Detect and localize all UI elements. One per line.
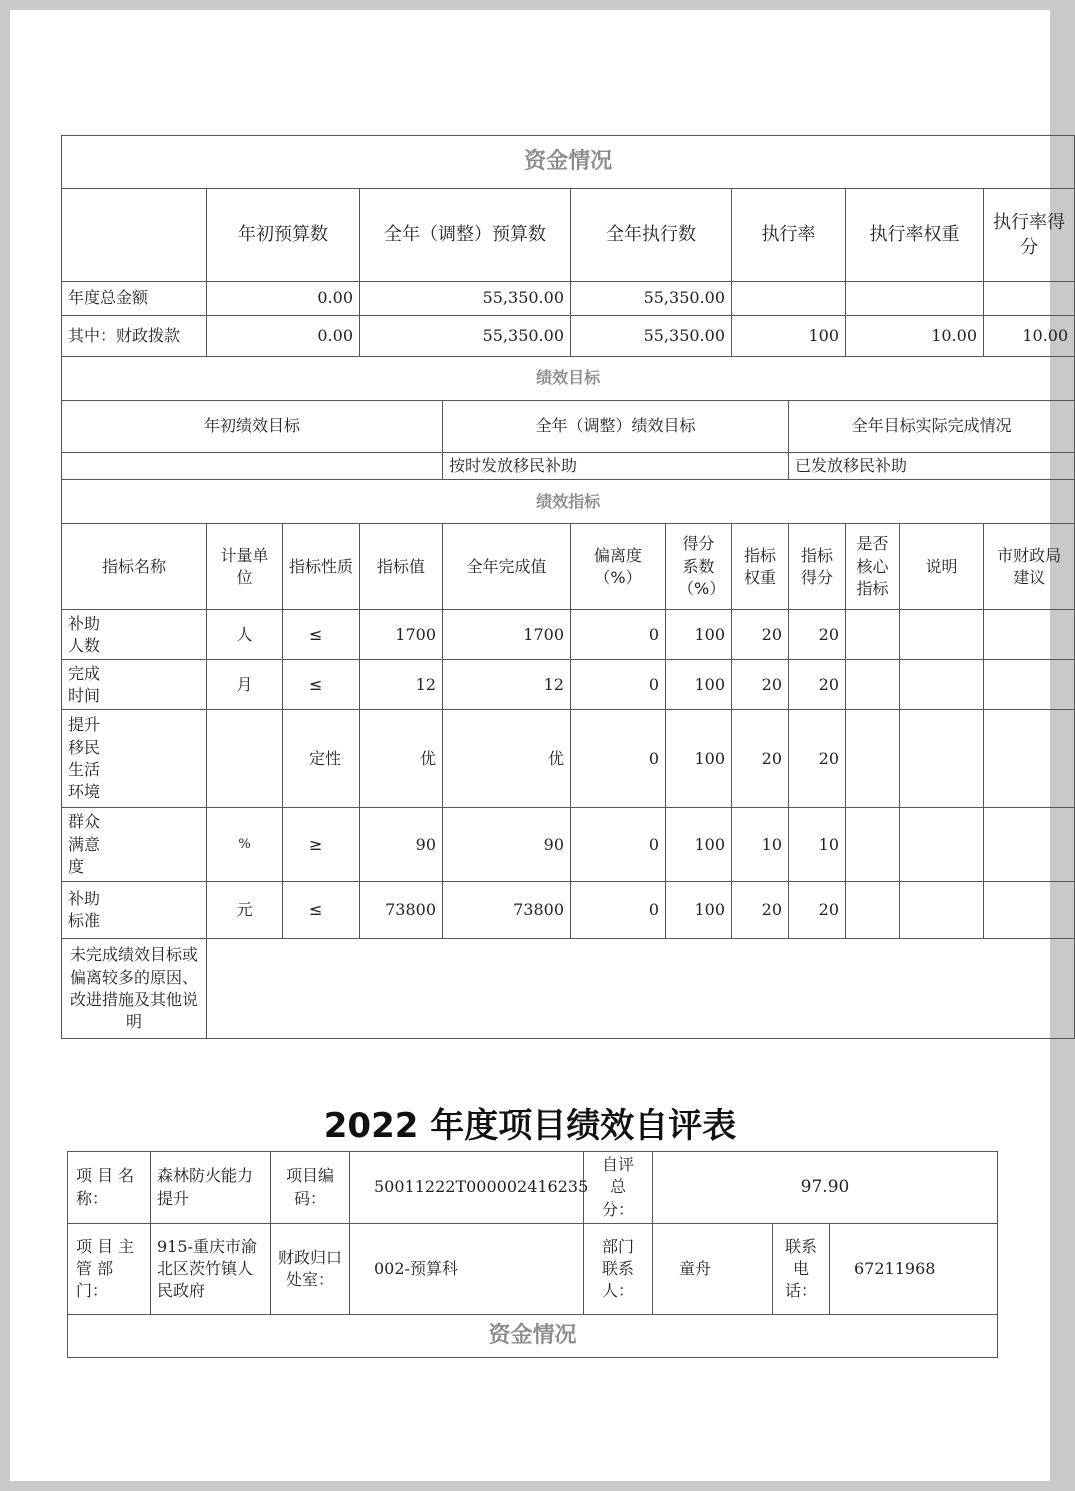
funds-header-row [62,189,1075,282]
indicator-weight: 10 [732,808,789,882]
weight-value [846,282,984,316]
indicator-advice [984,710,1075,808]
actual-completion-value: 已发放移民补助 [789,453,1075,480]
indicator-coefficient: 100 [666,882,732,939]
indicator-unit: 人 [207,610,283,660]
indicator-row [62,808,1075,882]
indicator-coefficient: 100 [666,808,732,882]
indicator-unit [207,710,283,808]
indicator-coefficient: 100 [666,660,732,710]
col-description: 说明 [900,524,984,610]
goal-value-row [62,453,1075,480]
project-name: 森林防火能力提升 [151,1152,271,1224]
indicator-name: 群众满意度 [62,808,207,882]
adjusted-value: 55,350.00 [360,282,571,316]
indicator-row [62,882,1075,939]
indicator-core [846,610,900,660]
col-score: 指标得分 [789,524,846,610]
indicator-value: 73800 [360,882,443,939]
project-name-label: 项 目 名 称： [68,1152,151,1224]
indicator-weight: 20 [732,660,789,710]
col-initial-goal: 年初绩效目标 [62,401,443,453]
document-page [10,10,1069,1481]
indicator-nature: ≤ [283,610,360,660]
indicator-advice [984,610,1075,660]
self-score-label: 自评总分： [584,1152,653,1224]
indicator-description [900,660,984,710]
initial-value: 0.00 [207,282,360,316]
indicator-core [846,808,900,882]
indicator-nature: 定性 [283,710,360,808]
indicator-value: 优 [360,710,443,808]
indicator-name: 补助人数 [62,610,207,660]
phone-label: 联系电话： [773,1224,830,1315]
col-unit: 计量单位 [207,524,283,610]
indicator-score: 20 [789,882,846,939]
col-target-value: 指标值 [360,524,443,610]
goal-header-row [62,401,1075,453]
indicator-unit: 月 [207,660,283,710]
col-deviation: 偏离度（%） [571,524,666,610]
adjusted-goal-value: 按时发放移民补助 [443,453,789,480]
indicator-name: 补助标准 [62,882,207,939]
project-info-table [67,1151,998,1358]
col-rate-weight: 执行率权重 [846,189,984,282]
col-coefficient: 得分系数（%） [666,524,732,610]
score-value [984,282,1075,316]
funds-row-fiscal [62,316,1075,357]
indicator-done: 12 [443,660,571,710]
col-executed: 全年执行数 [571,189,732,282]
col-nature: 指标性质 [283,524,360,610]
note-label: 未完成绩效目标或偏离较多的原因、改进措施及其他说明 [62,939,207,1039]
indicator-row [62,610,1075,660]
indicator-advice [984,882,1075,939]
dept: 915-重庆市渝北区茨竹镇人民政府 [151,1224,271,1315]
contact-label: 部门联系人： [584,1224,653,1315]
indicator-weight: 20 [732,610,789,660]
indicator-deviation: 0 [571,882,666,939]
col-rate-score: 执行率得分 [984,189,1075,282]
indicator-deviation: 0 [571,808,666,882]
col-bureau-advice: 市财政局建议 [984,524,1075,610]
indicator-coefficient: 100 [666,710,732,808]
indicator-weight: 20 [732,882,789,939]
initial-goal-value [62,453,443,480]
indicator-description [900,808,984,882]
indicator-deviation: 0 [571,660,666,710]
score-value: 10.00 [984,316,1075,357]
indicator-section-header: 绩效指标 [62,480,1075,524]
indicator-score: 20 [789,710,846,808]
project-code: 50011222T000002416235 [350,1152,584,1224]
office-label: 财政归口处室： [271,1224,350,1315]
adjusted-value: 55,350.00 [360,316,571,357]
col-is-core: 是否核心指标 [846,524,900,610]
note-row [62,939,1075,1039]
project-code-label: 项目编码： [271,1152,350,1224]
indicator-score: 20 [789,660,846,710]
row-label: 其中：财政拨款 [62,316,207,357]
col-initial-budget: 年初预算数 [207,189,360,282]
indicator-done: 1700 [443,610,571,660]
indicator-value: 12 [360,660,443,710]
col-adjusted-budget: 全年（调整）预算数 [360,189,571,282]
indicator-description [900,882,984,939]
funds-row-total [62,282,1075,316]
indicator-core [846,710,900,808]
weight-value: 10.00 [846,316,984,357]
col-indicator-name: 指标名称 [62,524,207,610]
rate-value: 100 [732,316,846,357]
indicator-core [846,660,900,710]
indicator-core [846,882,900,939]
indicator-done: 73800 [443,882,571,939]
dept-label: 项 目 主 管 部 门： [68,1224,151,1315]
indicator-row [62,660,1075,710]
indicator-advice [984,660,1075,710]
indicator-value: 1700 [360,610,443,660]
col-completed-value: 全年完成值 [443,524,571,610]
indicator-nature: ≤ [283,882,360,939]
contact: 童舟 [653,1224,773,1315]
indicator-name: 提升移民生活环境 [62,710,207,808]
performance-table [61,135,1075,1039]
indicator-description [900,710,984,808]
rate-value [732,282,846,316]
funds-section-header: 资金情况 [62,136,1075,189]
indicator-description [900,610,984,660]
col-adjusted-goal: 全年（调整）绩效目标 [443,401,789,453]
indicator-weight: 20 [732,710,789,808]
executed-value: 55,350.00 [571,316,732,357]
indicator-nature: ≥ [283,808,360,882]
indicator-done: 90 [443,808,571,882]
indicator-deviation: 0 [571,710,666,808]
executed-value: 55,350.00 [571,282,732,316]
self-score: 97.90 [653,1152,998,1224]
phone: 67211968 [830,1224,998,1315]
report-title: 2022 年度项目绩效自评表 [323,1106,737,1146]
office: 002-预算科 [350,1224,584,1315]
indicator-coefficient: 100 [666,610,732,660]
indicator-value: 90 [360,808,443,882]
col-exec-rate: 执行率 [732,189,846,282]
indicator-score: 10 [789,808,846,882]
initial-value: 0.00 [207,316,360,357]
indicator-advice [984,808,1075,882]
indicator-name: 完成时间 [62,660,207,710]
col-actual-completion: 全年目标实际完成情况 [789,401,1075,453]
indicator-header-row [62,524,1075,610]
col-weight: 指标权重 [732,524,789,610]
indicator-unit: 元 [207,882,283,939]
funds-corner-cell [62,189,207,282]
funds-section-header-2: 资金情况 [68,1315,998,1358]
row-label: 年度总金额 [62,282,207,316]
project-row-1 [68,1152,998,1224]
indicator-row [62,710,1075,808]
indicator-done: 优 [443,710,571,808]
note-value [207,939,1075,1039]
indicator-deviation: 0 [571,610,666,660]
indicator-nature: ≤ [283,660,360,710]
project-row-2 [68,1224,998,1315]
goal-section-header: 绩效目标 [62,357,1075,401]
indicator-unit: % [207,808,283,882]
indicator-score: 20 [789,610,846,660]
